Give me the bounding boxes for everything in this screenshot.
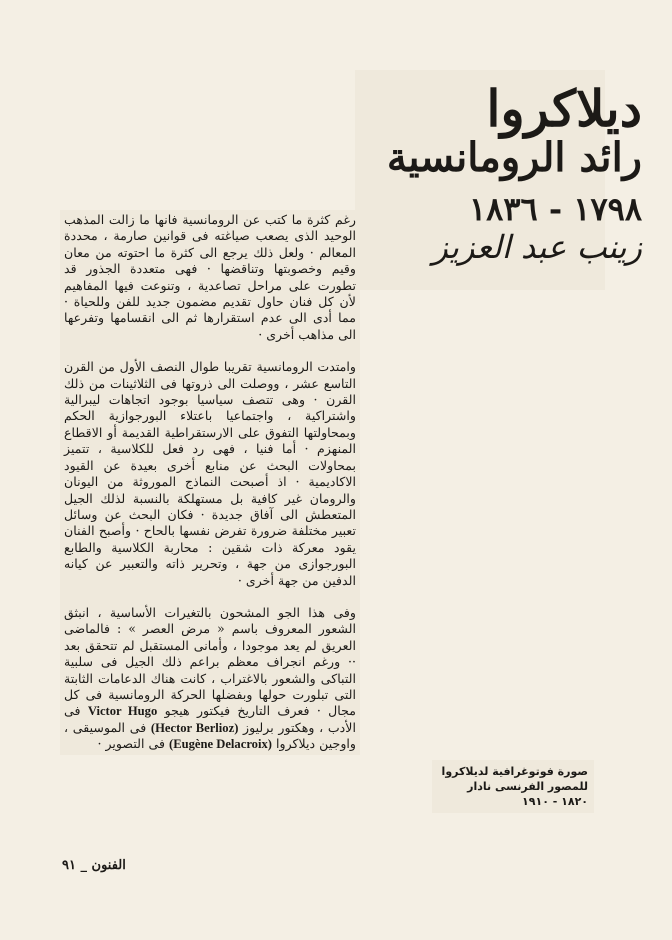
latin-name-delacroix: (Eugène Delacroix) xyxy=(169,737,272,752)
page-footer: الفنون _ ٩١ xyxy=(62,858,126,873)
caption-line-1: صورة فوتوغرافية لديلاكروا xyxy=(441,765,588,778)
paragraph-1: رغم كثرة ما كتب عن الرومانسية فانها ما زالت المذهب الوحيد الذى يصعب صياغته فى قوانين صارمة ، محددة المعالم · ولعل ذلك يرجع الى كثرة ما احتوته من معان وقيم وخصوبتها وتناقضها · فهى متعددة الجذور قد تطورت على مراحل تصاعدية ، وتنوعت فيها المفاهيم لأن كل فنان حاول تقديم مضمون جديد للفن وللحياة · مما أدى الى عدم استقرارها ثم الى انقسامها وتفرعها الى مذاهب أخرى · xyxy=(64,212,356,342)
caption-line-2: للمصور الفرنسى نادار xyxy=(467,780,588,793)
paragraph-3-line-c: فى التصوير · xyxy=(97,736,165,752)
article-body xyxy=(60,210,360,755)
caption-line-3: ١٨٢٠ - ١٩١٠ xyxy=(522,795,588,808)
article-title: ديلاكروا xyxy=(486,79,642,138)
paragraph-3-line-b: فى الموسيقى ، واوجين ديلاكروا xyxy=(64,719,356,752)
article-dates: ١٧٩٨ - ١٨٣٦ xyxy=(468,190,642,228)
paragraph-3 xyxy=(64,605,356,753)
paragraph-3-line-a: فى الأدب ، وهكتور برليوز xyxy=(64,703,356,735)
author-signature: زينب عبد العزيز xyxy=(432,228,642,266)
article-subtitle: رائد الرومانسية xyxy=(386,134,642,181)
photo-caption xyxy=(432,760,594,813)
latin-name-hugo: Victor Hugo xyxy=(87,704,158,719)
paragraph-2: وامتدت الرومانسية تقريبا طوال النصف الأول من القرن التاسع عشر ، ووصلت الى ذروتها فى الثلاثينات من ذلك القرن · وهى تتصف سياسيا بوجود اتجاهات ليبرالية واشتراكية ، واجتماعيا باعتلاء البورجوازية الحكم وبمحاولتها التفوق على الارستقراطية القديمة أو الاقطاع المنهزم · أما فنيا ، فهى رد فعل للكلاسية ، تتميز بمحاولات البحث عن منابع أخرى بعيدة عن القيود الاكاديمية · اذ أصبحت النماذج الموروثة من اليونان والرومان غير كافية بل مستهلكة بالنسبة لذلك الجيل المتعطش الى آفاق جديدة · فكان البحث عن وسائل تعبير مختلفة ضرورة تفرض نفسها بالحاح · وأصبح الفنان يقود معركة ذات شقين : محاربة الكلاسية والطابع البورجوازى من جهة ، وتحرير ذاته والتعبير عن كيانه الدفين من جهة أخرى · xyxy=(64,359,356,588)
latin-name-berlioz: (Hector Berlioz) xyxy=(150,720,239,735)
paragraph-3-text: وفى هذا الجو المشحون بالتغيرات الأساسية ، انبثق الشعور المعروف باسم « مرض العصر » : فالماضى العريق لم يعد موجودا ، وأمانى المستقبل لم تتحقق بعد ·· ورغم انجراف معظم براعم ذلك الجيل فى سلبية التباكى والشعور بالاغتراب ، كانت هناك الدعامات الثابتة التى تبلورت حولها وبفضلها الحركة الرومانسية فى كل مجال · فعرف التاريخ فيكتور هيجو xyxy=(64,604,356,719)
